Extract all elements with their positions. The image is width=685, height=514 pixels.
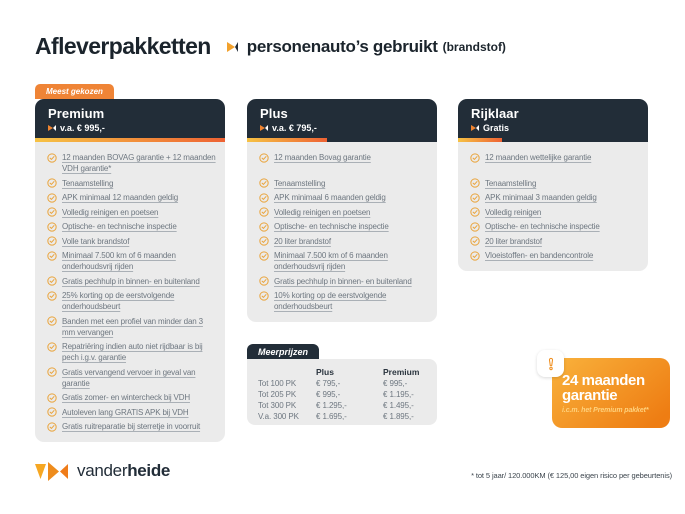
feature-item [259,276,429,287]
feature-item [259,236,429,247]
feature-item [259,192,429,203]
feature-item [470,178,640,189]
check-circle-icon [470,222,480,232]
check-circle-icon [470,236,480,246]
footnote: * tot 5 jaar/ 120.000KM (€ 125,00 eigen risico per gebeurtenis) [471,471,672,480]
feature-item [47,407,217,418]
feature-item [470,236,640,247]
price-premium-value: € 995,- [383,379,408,388]
check-circle-icon [470,251,480,261]
price-premium-value: € 1.495,- [383,401,414,410]
package-card-premium [35,99,225,442]
guarantee-subtitle: i.c.m. het Premium pakket* [562,407,649,414]
page-header [35,33,506,60]
check-circle-icon [259,207,269,217]
card-price-text: v.a. € 795,- [272,123,317,133]
card-title: Rijklaar [471,106,519,121]
feature-item [47,236,217,247]
feature-text: Optische- en technische inspectie [274,222,389,231]
feature-text: Repatriëring indien auto niet rijdbaar is bij pech i.g.v. garantie [62,342,203,362]
price-plus-value: € 795,- [316,379,341,388]
feature-text: 12 maanden wettelijke garantie [485,153,592,162]
feature-text: 10% korting op de eerstvolgende onderhoudsbeurt [274,291,387,311]
feature-item [47,316,217,338]
feature-item [47,276,217,287]
arrow-right-icon [471,125,479,131]
feature-item [47,152,217,174]
price-row-label: Tot 300 PK [258,401,297,410]
feature-text: Optische- en technische inspectie [62,222,177,231]
check-circle-icon [47,178,57,188]
feature-text: Tenaamstelling [62,178,114,188]
check-circle-icon [470,207,480,217]
feature-item [47,207,217,218]
price-row-label: Tot 205 PK [258,390,297,399]
price-table-tab: Meerprijzen [247,344,319,359]
feature-text: 25% korting op de eerstvolgende onderhoudsbeurt [62,291,175,311]
feature-item [470,250,640,261]
arrow-right-icon [227,42,238,52]
feature-item [470,221,640,232]
price-table [247,359,437,425]
package-card-rijklaar [458,99,648,271]
feature-text: Vloeistoffen- en bandencontrole [485,251,594,260]
feature-text: Tenaamstelling [485,178,537,188]
arrow-right-icon [260,125,268,131]
feature-item [47,367,217,389]
card-title: Plus [260,106,288,121]
card-price-text: Gratis [483,123,510,133]
check-circle-icon [470,153,480,163]
guarantee-line2: garantie [562,387,618,404]
check-circle-icon [470,193,480,203]
check-circle-icon [259,178,269,188]
feature-item [47,392,217,403]
exclamation-icon [537,350,564,377]
check-circle-icon [47,407,57,417]
feature-text: Gratis pechhulp in binnen- en buitenland [62,276,200,286]
feature-text: Autoleven lang GRATIS APK bij VDH [62,407,189,417]
feature-item [259,250,429,272]
feature-item [259,290,429,312]
feature-text: Tenaamstelling [274,178,326,188]
vdh-logo-icon [35,462,69,481]
feature-text: Gratis vervangend vervoer in geval van garantie [62,367,196,388]
feature-text: Banden met een profiel van minder dan 3 mm vervangen [62,316,203,337]
card-body [458,142,648,271]
feature-item [470,192,640,203]
price-row-label: V.a. 300 PK [258,412,299,421]
card-header [35,99,225,138]
price-plus-value: € 1.695,- [316,412,347,421]
card-price-text: v.a. € 995,- [60,123,105,133]
price-row-label: Tot 100 PK [258,379,297,388]
feature-text: 20 liter brandstof [485,236,542,246]
package-card-plus [247,99,437,322]
price-plus-value: € 995,- [316,390,341,399]
check-circle-icon [47,276,57,286]
card-header [247,99,437,138]
feature-item [47,421,217,432]
feature-text: Minimaal 7.500 km of 6 maanden onderhoudsvrij rijden [62,251,176,271]
feature-item [259,152,429,174]
check-circle-icon [47,291,57,301]
check-circle-icon [47,222,57,232]
feature-item [259,221,429,232]
price-plus-value: € 1.295,- [316,401,347,410]
price-col-spacer [258,367,316,379]
check-circle-icon [47,367,57,377]
feature-text: Gratis zomer- en wintercheck bij VDH [62,393,190,402]
check-circle-icon [259,193,269,203]
feature-item [47,221,217,232]
page-subtitle-suffix: (brandstof) [442,39,506,54]
feature-text: 12 maanden BOVAG garantie + 12 maanden VDH garantie* [62,153,216,173]
arrow-right-icon [48,125,56,131]
feature-list [259,152,429,312]
check-circle-icon [47,251,57,261]
check-circle-icon [47,393,57,403]
page-title: Afleverpakketten [35,33,211,59]
feature-item [47,290,217,312]
feature-text: 12 maanden Bovag garantie [274,153,371,162]
most-chosen-badge: Meest gekozen [35,84,114,99]
check-circle-icon [47,193,57,203]
check-circle-icon [470,178,480,188]
feature-text: Optische- en technische inspectie [485,222,600,231]
check-circle-icon [47,422,57,432]
feature-list [47,152,217,432]
feature-item [47,250,217,272]
guarantee-line1: 24 maanden [562,372,645,389]
feature-item [47,341,217,363]
feature-text: 20 liter brandstof [274,236,331,246]
guarantee-box [552,358,670,428]
price-premium-value: € 1.895,- [383,412,414,421]
check-circle-icon [259,153,269,163]
card-body [35,142,225,442]
price-col-plus: Plus [316,367,334,377]
feature-text: Volle tank brandstof [62,236,130,246]
feature-item [470,152,640,174]
page-subtitle: personenauto’s gebruikt [246,36,438,56]
price-rows [258,379,427,421]
check-circle-icon [47,236,57,246]
feature-item [470,207,640,218]
price-col-premium: Premium [383,367,420,377]
card-body [247,142,437,322]
logo-text: vanderheide [77,461,171,480]
card-price [48,123,212,133]
feature-text: Gratis pechhulp in binnen- en buitenland [274,276,412,286]
feature-text: Minimaal 7.500 km of 6 maanden onderhoudsvrij rijden [274,251,388,271]
check-circle-icon [47,316,57,326]
feature-text: Volledig reinigen [485,207,542,217]
card-header [458,99,648,138]
vanderheide-logo [35,461,170,481]
check-circle-icon [259,222,269,232]
check-circle-icon [47,207,57,217]
feature-text: APK minimaal 6 maanden geldig [274,193,386,202]
card-title: Premium [48,106,105,121]
feature-text: Volledig reinigen en poetsen [274,207,371,217]
check-circle-icon [259,236,269,246]
card-price [260,123,424,133]
feature-item [47,178,217,189]
feature-text: APK minimaal 3 maanden geldig [485,193,597,202]
card-price [471,123,635,133]
feature-item [47,192,217,203]
feature-text: Volledig reinigen en poetsen [62,207,159,217]
price-premium-value: € 1.195,- [383,390,414,399]
feature-text: Gratis ruitreparatie bij sterretje in voorruit [62,422,201,431]
feature-list [470,152,640,261]
feature-item [259,178,429,189]
check-circle-icon [259,251,269,261]
feature-item [259,207,429,218]
check-circle-icon [259,291,269,301]
feature-text: APK minimaal 12 maanden geldig [62,193,179,202]
check-circle-icon [47,153,57,163]
check-circle-icon [259,276,269,286]
check-circle-icon [47,342,57,352]
